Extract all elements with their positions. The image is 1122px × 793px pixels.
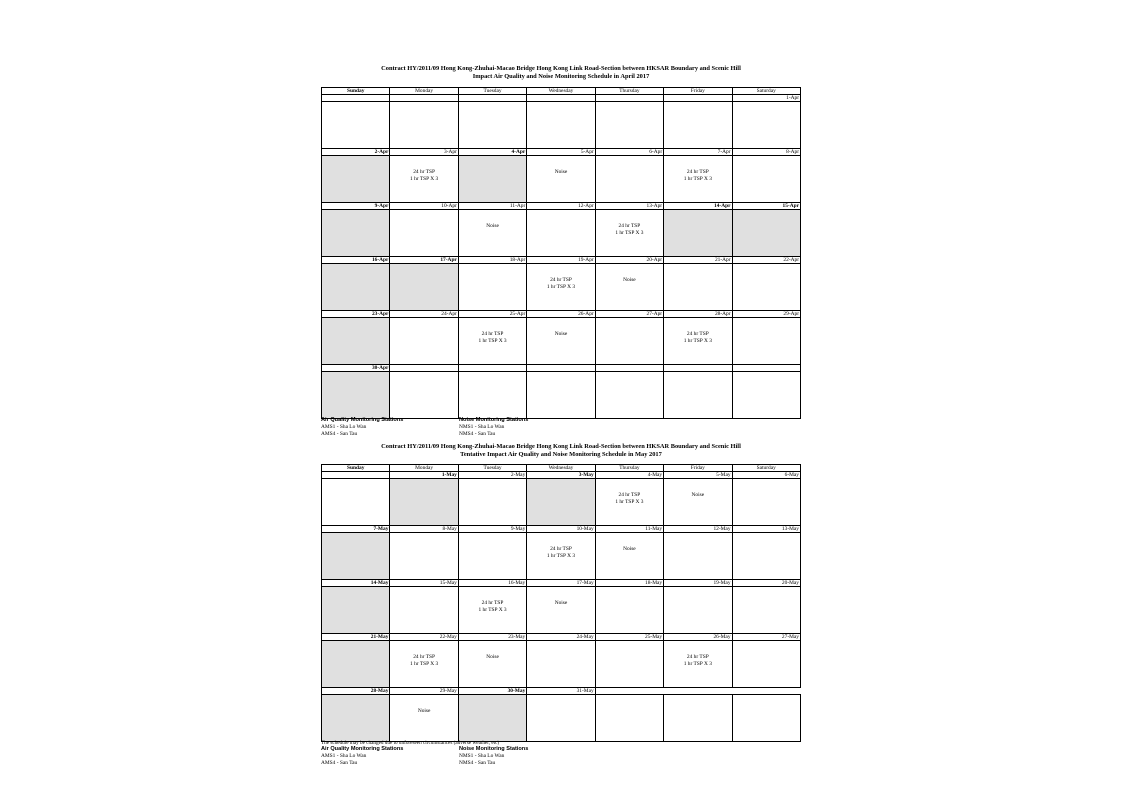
activity-line: 1 hr TSP X 3 xyxy=(615,230,644,236)
day-cell xyxy=(595,156,663,203)
day-cell xyxy=(664,156,732,203)
date-cell: 13-Apr xyxy=(595,203,663,210)
date-cell xyxy=(595,365,663,372)
weekday-header-tuesday: Tuesday xyxy=(458,88,526,95)
day-cell xyxy=(664,372,732,419)
monitoring-activity xyxy=(527,318,594,338)
activity-row xyxy=(322,318,801,365)
date-cell: 1-Apr xyxy=(732,95,800,102)
weekday-header-sunday: Sunday xyxy=(322,88,390,95)
date-cell: 8-May xyxy=(390,526,458,533)
date-cell xyxy=(664,688,732,695)
day-cell xyxy=(322,210,390,257)
date-cell: 9-Apr xyxy=(322,203,390,210)
day-cell xyxy=(458,156,526,203)
weekday-header-tuesday: Tuesday xyxy=(458,465,526,472)
day-cell xyxy=(390,102,458,149)
monitoring-activity xyxy=(596,210,663,237)
date-cell: 4-Apr xyxy=(458,149,526,156)
weekday-header-saturday: Saturday xyxy=(732,465,800,472)
activity-line: Noise xyxy=(623,546,636,552)
activity-line: 24 hr TSP xyxy=(413,169,436,175)
activity-line: Noise xyxy=(554,331,568,337)
date-row xyxy=(322,311,801,318)
date-cell: 21-Apr xyxy=(664,257,732,264)
april-noise-legend xyxy=(459,417,528,438)
date-cell: 20-May xyxy=(732,580,800,587)
date-row xyxy=(322,688,801,695)
day-cell xyxy=(527,156,595,203)
noise-station-1: NMS1 - Sha Lo Wan xyxy=(459,753,505,759)
april-contract-title: Contract HY/2011/09 Hong Kong-Zhuhai-Macao Bridge Hong Kong Link Road-Section between HKSAR Boundary and Scenic Hill xyxy=(381,65,741,72)
activity-row xyxy=(322,587,801,634)
day-cell xyxy=(664,587,732,634)
date-cell xyxy=(322,472,390,479)
activity-line: 1 hr TSP X 3 xyxy=(410,661,439,667)
day-cell xyxy=(732,695,800,742)
day-cell xyxy=(390,210,458,257)
day-cell xyxy=(458,102,526,149)
day-cell xyxy=(458,210,526,257)
activity-line: 1 hr TSP X 3 xyxy=(478,607,507,613)
air-station-1: AMS1 - Sha Lo Wan xyxy=(321,753,367,759)
weekday-header-friday: Friday xyxy=(664,88,732,95)
day-cell xyxy=(527,479,595,526)
date-cell: 10-May xyxy=(527,526,595,533)
day-cell xyxy=(390,318,458,365)
date-cell: 2-May xyxy=(458,472,526,479)
day-cell xyxy=(458,641,526,688)
date-row xyxy=(322,526,801,533)
monitoring-activity xyxy=(664,156,731,183)
day-cell xyxy=(527,102,595,149)
date-cell xyxy=(664,95,732,102)
date-cell: 21-May xyxy=(322,634,390,641)
day-cell xyxy=(732,318,800,365)
date-cell: 11-May xyxy=(595,526,663,533)
day-cell xyxy=(732,264,800,311)
monitoring-activity xyxy=(527,264,594,291)
day-cell xyxy=(732,102,800,149)
activity-line: 24 hr TSP xyxy=(686,331,709,337)
day-cell xyxy=(732,479,800,526)
date-cell: 16-May xyxy=(458,580,526,587)
activity-line: Noise xyxy=(623,277,636,283)
day-cell xyxy=(664,264,732,311)
day-cell xyxy=(664,318,732,365)
activity-line: Noise xyxy=(417,708,431,714)
date-row xyxy=(322,580,801,587)
day-cell xyxy=(322,587,390,634)
activity-row xyxy=(322,210,801,257)
date-cell: 14-Apr xyxy=(664,203,732,210)
april-calendar xyxy=(321,87,801,419)
activity-line: Noise xyxy=(554,600,568,606)
day-cell xyxy=(664,102,732,149)
may-schedule-title xyxy=(321,443,801,459)
day-cell xyxy=(527,695,595,742)
may-schedule-subtitle: Tentative Impact Air Quality and Noise Monitoring Schedule in May 2017 xyxy=(460,451,662,458)
date-cell: 14-May xyxy=(322,580,390,587)
date-cell: 20-Apr xyxy=(595,257,663,264)
day-cell xyxy=(732,372,800,419)
monitoring-activity xyxy=(459,318,526,345)
day-cell xyxy=(664,641,732,688)
monitoring-activity xyxy=(664,318,731,345)
monitoring-activity xyxy=(527,533,594,560)
day-cell xyxy=(664,210,732,257)
date-cell xyxy=(390,95,458,102)
date-row xyxy=(322,203,801,210)
activity-line: 1 hr TSP X 3 xyxy=(546,553,576,559)
activity-line: 24 hr TSP xyxy=(618,492,641,498)
noise-station-2: NMS4 - San Tau xyxy=(459,431,496,437)
date-cell: 28-Apr xyxy=(664,311,732,318)
noise-legend-heading: Noise Monitoring Stations xyxy=(459,746,529,752)
activity-row xyxy=(322,479,801,526)
day-cell xyxy=(458,264,526,311)
day-cell xyxy=(595,102,663,149)
activity-line: 1 hr TSP X 3 xyxy=(683,338,712,344)
day-cell xyxy=(322,372,390,419)
weekday-header-thursday: Thursday xyxy=(595,465,663,472)
weekday-header-row xyxy=(322,88,801,95)
date-cell: 24-May xyxy=(527,634,595,641)
weekday-header-wednesday: Wednesday xyxy=(527,88,595,95)
activity-row xyxy=(322,533,801,580)
date-row xyxy=(322,95,801,102)
date-cell: 27-Apr xyxy=(595,311,663,318)
date-cell: 3-Apr xyxy=(390,149,458,156)
day-cell xyxy=(595,533,663,580)
day-cell xyxy=(527,372,595,419)
date-cell: 10-Apr xyxy=(390,203,458,210)
date-cell: 22-May xyxy=(390,634,458,641)
day-cell xyxy=(322,318,390,365)
monitoring-activity xyxy=(527,156,594,176)
date-cell: 25-May xyxy=(595,634,663,641)
day-cell xyxy=(322,641,390,688)
weekday-header-thursday: Thursday xyxy=(595,88,663,95)
date-cell: 15-May xyxy=(390,580,458,587)
activity-line: 1 hr TSP X 3 xyxy=(683,176,712,182)
date-cell: 5-Apr xyxy=(527,149,595,156)
day-cell xyxy=(390,641,458,688)
monitoring-activity xyxy=(390,641,457,668)
air-station-1: AMS1 - Sha Lo Wan xyxy=(321,424,367,430)
monitoring-activity xyxy=(596,533,663,553)
day-cell xyxy=(732,533,800,580)
may-calendar xyxy=(321,464,801,742)
noise-station-2: NMS4 - San Tau xyxy=(459,760,496,766)
date-row xyxy=(322,257,801,264)
april-air-legend xyxy=(321,417,403,438)
activity-line: 24 hr TSP xyxy=(686,169,709,175)
date-cell xyxy=(390,365,458,372)
activity-row xyxy=(322,641,801,688)
date-cell: 17-May xyxy=(527,580,595,587)
date-cell xyxy=(458,95,526,102)
day-cell xyxy=(732,587,800,634)
monitoring-activity xyxy=(527,587,594,607)
may-noise-legend xyxy=(459,746,528,767)
activity-line: 24 hr TSP xyxy=(686,654,709,660)
weekday-header-friday: Friday xyxy=(664,465,732,472)
date-cell: 13-May xyxy=(732,526,800,533)
activity-line: 24 hr TSP xyxy=(481,331,504,337)
date-cell: 16-Apr xyxy=(322,257,390,264)
day-cell xyxy=(664,533,732,580)
activity-row xyxy=(322,102,801,149)
date-cell xyxy=(527,365,595,372)
noise-station-1: NMS1 - Sha Lo Wan xyxy=(459,424,505,430)
date-cell: 28-May xyxy=(322,688,390,695)
activity-line: 1 hr TSP X 3 xyxy=(615,499,644,505)
day-cell xyxy=(390,156,458,203)
date-cell: 12-Apr xyxy=(527,203,595,210)
date-cell: 6-Apr xyxy=(595,149,663,156)
day-cell xyxy=(458,479,526,526)
day-cell xyxy=(390,533,458,580)
weekday-header-wednesday: Wednesday xyxy=(527,465,595,472)
day-cell xyxy=(390,264,458,311)
day-cell xyxy=(458,533,526,580)
date-cell: 4-May xyxy=(595,472,663,479)
day-cell xyxy=(390,695,458,742)
day-cell xyxy=(322,102,390,149)
air-station-2: AMS4 - San Tau xyxy=(321,760,358,766)
monitoring-activity xyxy=(664,479,731,499)
weekday-header-row xyxy=(322,465,801,472)
day-cell xyxy=(595,641,663,688)
activity-row xyxy=(322,156,801,203)
day-cell xyxy=(527,318,595,365)
activity-line: 24 hr TSP xyxy=(413,654,436,660)
date-cell: 7-May xyxy=(322,526,390,533)
april-schedule-subtitle: Impact Air Quality and Noise Monitoring Schedule in April 2017 xyxy=(472,73,650,80)
day-cell xyxy=(664,695,732,742)
day-cell xyxy=(664,479,732,526)
day-cell xyxy=(595,318,663,365)
date-cell: 19-May xyxy=(664,580,732,587)
activity-row xyxy=(322,372,801,419)
date-cell: 29-Apr xyxy=(732,311,800,318)
day-cell xyxy=(527,264,595,311)
date-cell: 23-Apr xyxy=(322,311,390,318)
day-cell xyxy=(595,210,663,257)
monitoring-activity xyxy=(596,264,663,284)
day-cell xyxy=(595,264,663,311)
weekday-header-monday: Monday xyxy=(390,465,458,472)
date-cell: 18-Apr xyxy=(458,257,526,264)
date-cell xyxy=(458,365,526,372)
date-cell xyxy=(322,95,390,102)
date-cell: 30-May xyxy=(458,688,526,695)
date-cell: 17-Apr xyxy=(390,257,458,264)
activity-line: Noise xyxy=(486,654,499,660)
date-cell: 15-Apr xyxy=(732,203,800,210)
day-cell xyxy=(322,479,390,526)
date-cell: 5-May xyxy=(664,472,732,479)
day-cell xyxy=(527,210,595,257)
activity-line: 24 hr TSP xyxy=(481,600,504,606)
date-cell xyxy=(732,365,800,372)
day-cell xyxy=(595,695,663,742)
day-cell xyxy=(390,479,458,526)
weekday-header-saturday: Saturday xyxy=(732,88,800,95)
air-legend-heading: Air Quality Monitoring Stations xyxy=(321,746,404,752)
monitoring-activity xyxy=(390,695,457,715)
air-legend-heading: Air Quality Monitoring Stations xyxy=(321,417,404,423)
monitoring-activity xyxy=(596,479,663,506)
date-cell: 24-Apr xyxy=(390,311,458,318)
may-contract-title: Contract HY/2011/09 Hong Kong-Zhuhai-Macao Bridge Hong Kong Link Road-Section between HKSAR Boundary and Scenic Hill xyxy=(381,443,741,450)
date-cell: 26-May xyxy=(664,634,732,641)
date-cell xyxy=(595,95,663,102)
date-cell: 31-May xyxy=(527,688,595,695)
day-cell xyxy=(527,587,595,634)
day-cell xyxy=(322,264,390,311)
date-cell: 25-Apr xyxy=(458,311,526,318)
date-cell: 27-May xyxy=(732,634,800,641)
monitoring-activity xyxy=(459,587,526,614)
date-cell: 29-May xyxy=(390,688,458,695)
may-air-legend xyxy=(321,746,403,767)
activity-row xyxy=(322,695,801,742)
date-cell: 9-May xyxy=(458,526,526,533)
activity-line: 24 hr TSP xyxy=(618,223,641,229)
activity-line: 1 hr TSP X 3 xyxy=(410,176,439,182)
monitoring-activity xyxy=(459,641,526,661)
date-cell: 19-Apr xyxy=(527,257,595,264)
day-cell xyxy=(595,479,663,526)
date-cell: 2-Apr xyxy=(322,149,390,156)
activity-line: 1 hr TSP X 3 xyxy=(546,284,576,290)
date-cell: 7-Apr xyxy=(664,149,732,156)
noise-legend-heading: Noise Monitoring Stations xyxy=(459,417,529,423)
activity-row xyxy=(322,264,801,311)
date-cell xyxy=(664,365,732,372)
activity-line: 1 hr TSP X 3 xyxy=(478,338,507,344)
weekday-header-monday: Monday xyxy=(390,88,458,95)
monitoring-activity xyxy=(390,156,457,183)
date-cell xyxy=(595,688,663,695)
date-cell: 11-Apr xyxy=(458,203,526,210)
activity-line: 24 hr TSP xyxy=(550,546,572,552)
day-cell xyxy=(732,210,800,257)
day-cell xyxy=(458,695,526,742)
date-row xyxy=(322,149,801,156)
date-cell: 1-May xyxy=(390,472,458,479)
day-cell xyxy=(322,156,390,203)
day-cell xyxy=(458,318,526,365)
date-cell: 30-Apr xyxy=(322,365,390,372)
date-cell: 23-May xyxy=(458,634,526,641)
date-cell xyxy=(732,688,800,695)
date-cell: 12-May xyxy=(664,526,732,533)
day-cell xyxy=(527,533,595,580)
day-cell xyxy=(595,372,663,419)
monitoring-activity xyxy=(664,641,731,668)
day-cell xyxy=(458,372,526,419)
activity-line: Noise xyxy=(486,223,499,229)
day-cell xyxy=(732,156,800,203)
day-cell xyxy=(732,641,800,688)
activity-line: 24 hr TSP xyxy=(550,277,572,283)
date-cell: 8-Apr xyxy=(732,149,800,156)
air-station-2: AMS4 - San Tau xyxy=(321,431,358,437)
day-cell xyxy=(595,587,663,634)
day-cell xyxy=(390,372,458,419)
date-row xyxy=(322,472,801,479)
activity-line: 1 hr TSP X 3 xyxy=(683,661,712,667)
date-row xyxy=(322,365,801,372)
date-row xyxy=(322,634,801,641)
monitoring-activity xyxy=(459,210,526,230)
day-cell xyxy=(390,587,458,634)
day-cell xyxy=(322,533,390,580)
day-cell xyxy=(458,587,526,634)
schedule-note: The schedule may be changed due to unforeseen circumstances (adverse weather, etc) xyxy=(321,740,500,746)
date-cell: 6-May xyxy=(732,472,800,479)
date-cell: 18-May xyxy=(595,580,663,587)
day-cell xyxy=(527,641,595,688)
weekday-header-sunday: Sunday xyxy=(322,465,390,472)
date-cell xyxy=(527,95,595,102)
date-cell: 22-Apr xyxy=(732,257,800,264)
day-cell xyxy=(322,695,390,742)
activity-line: Noise xyxy=(554,169,568,175)
activity-line: Noise xyxy=(691,492,705,498)
april-schedule-title xyxy=(321,65,801,81)
date-cell: 3-May xyxy=(527,472,595,479)
date-cell: 26-Apr xyxy=(527,311,595,318)
